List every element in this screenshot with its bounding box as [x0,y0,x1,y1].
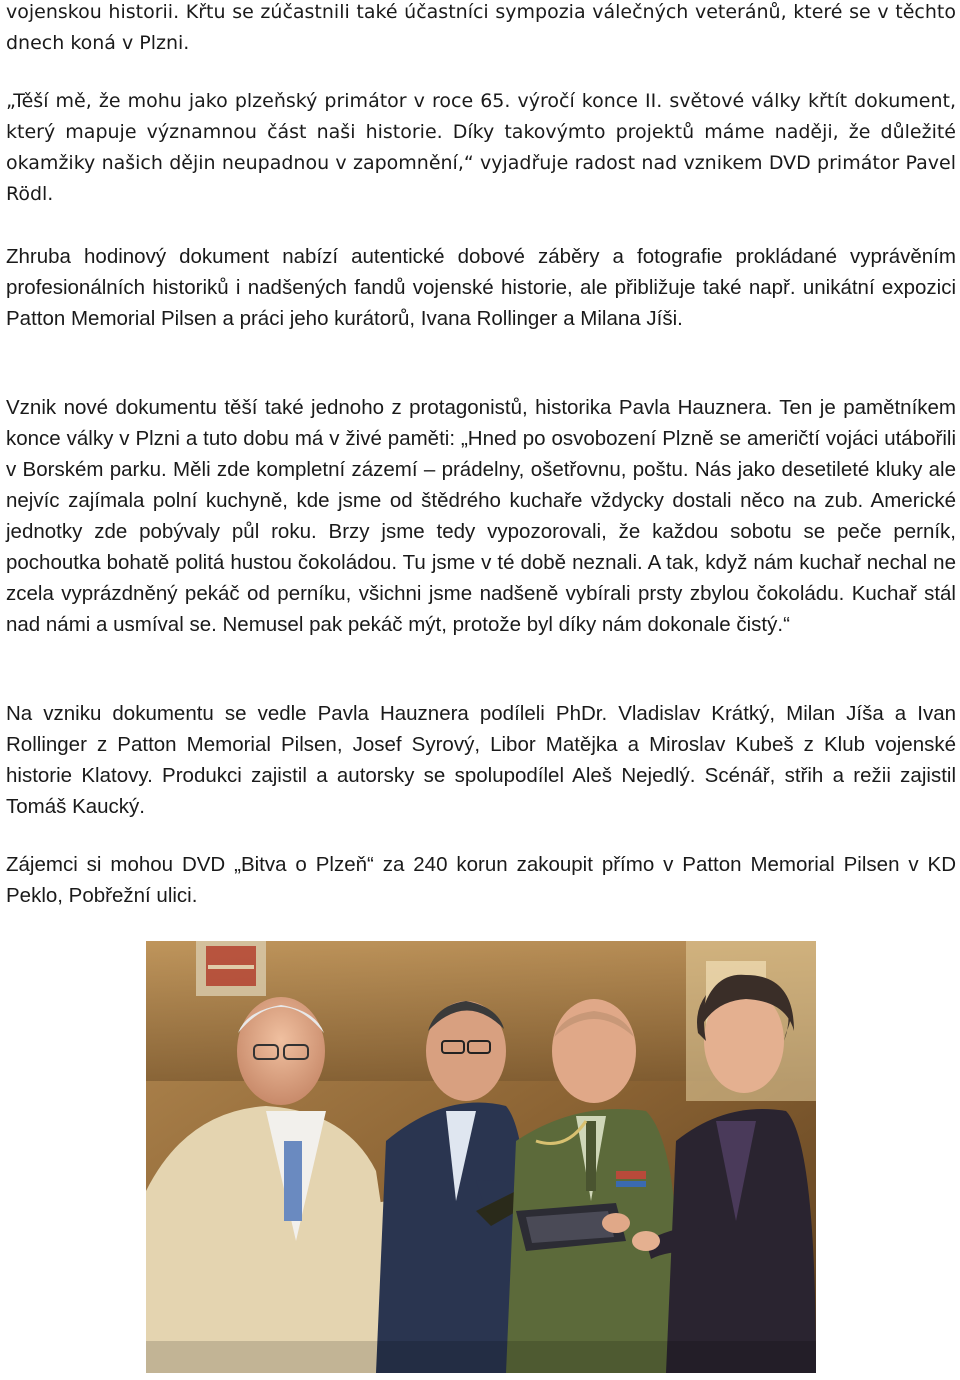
paragraph-hauzner-memory: Vznik nové dokumentu těší také jednoho z protagonistů, historika Pavla Hauznera. Ten je pamětníkem konce války v Plzni a tuto dobu má v živé paměti: „Hned po osvobození Plzně se američtí vojáci utábořili v Borském parku. Měli zde kompletní zázemí – prádelny, ošetřovnu, poštu. Nás jako desetileté kluky ale nejvíc zajímala polní kuchyně, kde jsme od štědrého kuchaře vždycky dostali něco na zub. Americké jednotky zde pobývaly půl roku. Brzy jsme tedy vypozorovali, že každou sobotu se peče perník, pochoutka bohatě politá hustou čokoládou. Tu jsme v té době neznali. A tak, když nám kuchař nechal ne zcela vyprázdněný pekáč od perníku, všichni jsme nadšeně vybírali prsty zbylou čokoládu. Kuchař stál nad námi a usmíval se. Nemusel pak pekáč mýt, protože byl díky nám dokonale čistý.“ [6,396,956,636]
paragraph-intro: vojenskou historii. Křtu se zúčastnili také účastníci sympozia válečných veteránů, které se v těchto dnech koná v Plzni. [6,1,956,54]
paragraph-documentary-description: Zhruba hodinový dokument nabízí autentické dobové záběry a fotografie prokládané vyprávěním profesionálních historiků i nadšených fandů vojenské historie, ale přibližuje také např. unikátní expozici Patton Memorial Pilsen a práci jeho kurátorů, Ivana Rollinger a Milana Jíši. [6,245,956,330]
paragraph-credits: Na vzniku dokumentu se vedle Pavla Hauznera podíleli PhDr. Vladislav Krátký, Milan Jíša a Ivan Rollinger z Patton Memorial Pilsen, Josef Syrový, Libor Matějka a Miroslav Kubeš z Klub vojenské historie Klatovy. Produkci zajistil a autorsky se spolupodílel Aleš Nejedlý. Scénář, střih a režii zajistil Tomáš Kaucký. [6,702,956,818]
dvd-christening-photo [146,941,816,1373]
paragraph-mayor-quote: „Těší mě, že mohu jako plzeňský primátor v roce 65. výročí konce II. světové války křtít dokument, který mapuje významnou část naši historie. Díky takovýmto projektů máme naději, že důležité okamžiky našich dějin neupadnou v zapomnění,“ vyjadřuje radost nad vznikem DVD primátor Pavel Rödl. [6,90,956,205]
paragraph-purchase-info: Zájemci si mohou DVD „Bitva o Plzeň“ za 240 korun zakoupit přímo v Patton Memorial Pilsen v KD Peklo, Pobřežní ulici. [6,853,956,907]
photo-illustration [146,941,816,1373]
